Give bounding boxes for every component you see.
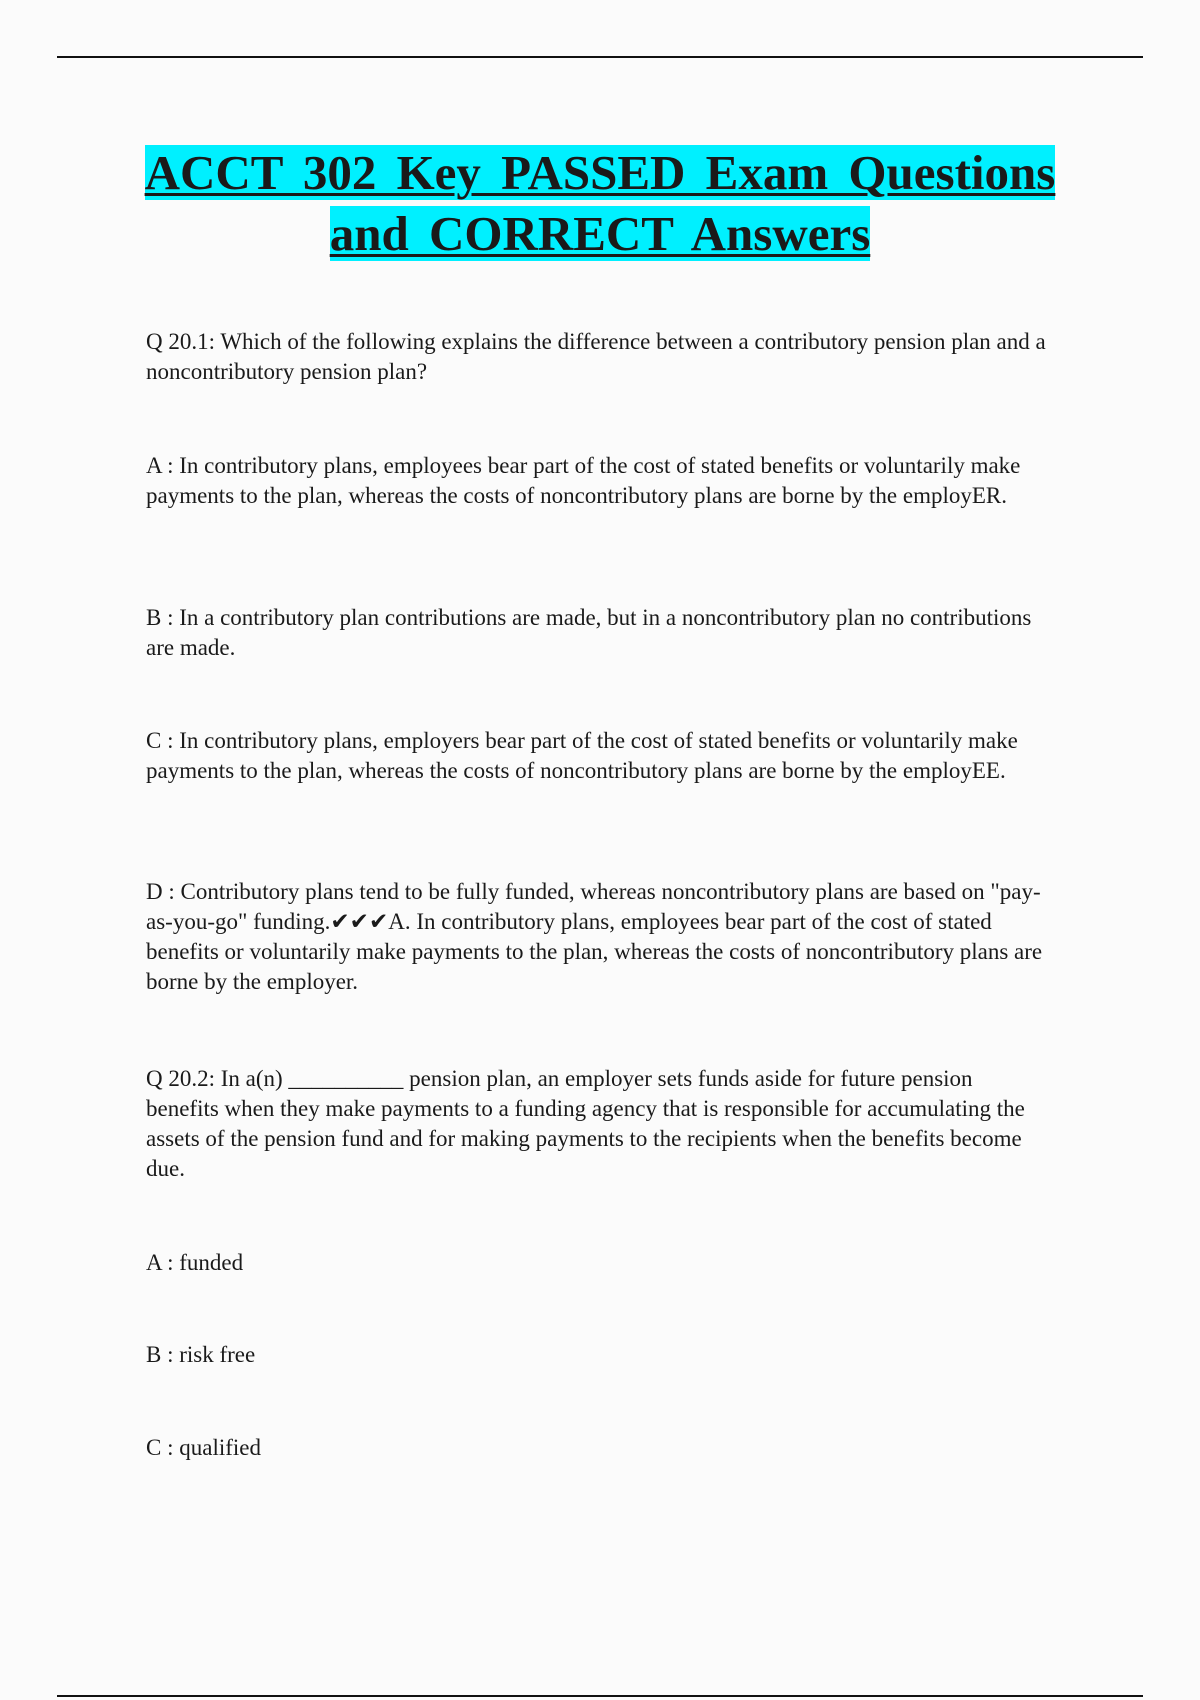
title-line-2: and CORRECT Answers [329,206,871,261]
title-line-1: ACCT 302 Key PASSED Exam Questions [144,145,1056,200]
q1-option-b: B : In a contributory plan contributions are made, but in a noncontributory plan no contributions are made. [146,605,1032,660]
q1-option-d: D : Contributory plans tend to be fully funded, whereas noncontributory plans are based on "pay-as-you-go" funding.✔✔✔A. In contributory plans, employees bear part of the cost of stated benefits or voluntarily make payments to the plan, whereas the costs of noncontributory plans are borne by the employer. [146,879,1043,994]
q1-option-c: C : In contributory plans, employers bear part of the cost of stated benefits or voluntarily make payments to the plan, whereas the costs of noncontributory plans are borne by the employEE. [146,728,1018,783]
question-20-2: Q 20.2: In a(n) __________ pension plan, an employer sets funds aside for future pension benefits when they make payments to a funding agency that is responsible for accumulating the assets of the pension fund and for making payments to the recipients when the benefits become due. [146,1066,1025,1181]
q2-option-c: C : qualified [146,1435,261,1460]
document-title [100,142,1100,264]
bottom-rule [57,1695,1143,1697]
q2-option-a: A : funded [146,1250,244,1275]
question-20-1: Q 20.1: Which of the following explains the difference between a contributory pension plan and a noncontributory pension plan? [146,329,1046,384]
top-rule [57,56,1143,58]
q2-option-b: B : risk free [146,1342,256,1367]
q1-option-a: A : In contributory plans, employees bear part of the cost of stated benefits or voluntarily make payments to the plan, whereas the costs of noncontributory plans are borne by the employER. [146,453,1021,508]
